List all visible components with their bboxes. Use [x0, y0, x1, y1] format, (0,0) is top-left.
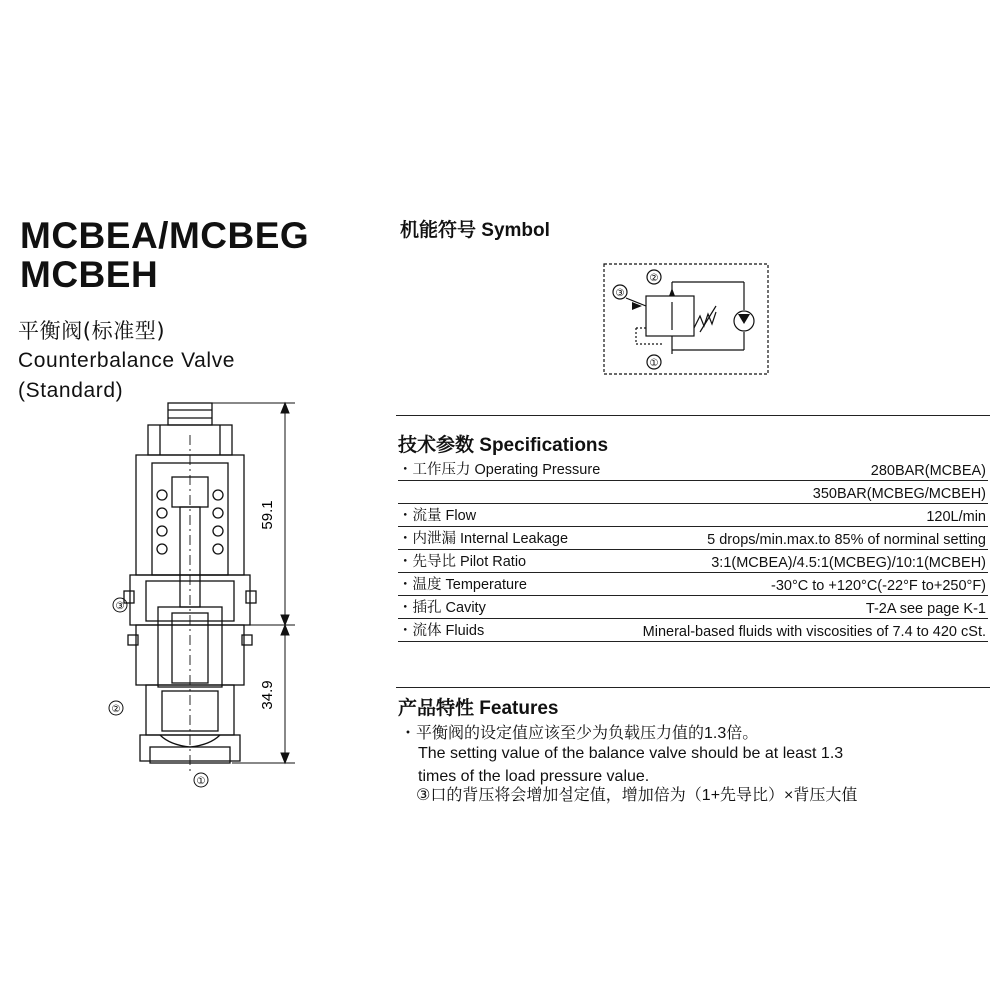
- spec-row-cavity: [398, 596, 988, 619]
- features-title: 产品特性 Features: [398, 698, 559, 719]
- spec-label: ・流体 Fluids: [398, 623, 485, 639]
- spec-row-pilot-ratio: [398, 550, 988, 573]
- spec-label: ・插孔 Cavity: [398, 600, 486, 616]
- subtitle-chinese: 平衡阀(标准型): [18, 319, 166, 343]
- dimension-lower-label: 34.9: [259, 680, 276, 710]
- spec-value: Mineral-based fluids with viscosities of 7.4 to 420 cSt.: [642, 624, 986, 640]
- symbol-port-1-label: ①: [649, 358, 659, 369]
- spec-row-internal-leakage: [398, 527, 988, 550]
- spec-row-operating-pressure-2: [398, 481, 988, 504]
- subtitle-standard: (Standard): [18, 379, 124, 402]
- spec-value: 120L/min: [926, 509, 986, 525]
- valve-cross-section-drawing: [100, 395, 310, 790]
- spec-value: 3:1(MCBEA)/4.5:1(MCBEG)/10:1(MCBEH): [711, 555, 986, 571]
- model-title-line1: MCBEA/MCBEG: [20, 215, 310, 256]
- feature-1-chinese: ・平衡阀的设定值应该至少为负载压力值的1.3倍。: [400, 725, 759, 742]
- spec-label: ・先导比 Pilot Ratio: [398, 554, 527, 570]
- spec-label: ・温度 Temperature: [398, 577, 527, 593]
- spec-value: -30°C to +120°C(-22°F to+250°F): [770, 578, 986, 594]
- drawing-port-3-label: ③: [115, 601, 125, 612]
- spec-value: 350BAR(MCBEG/MCBEH): [812, 486, 986, 502]
- dimension-upper-label: 59.1: [259, 500, 276, 530]
- spec-row-operating-pressure: [398, 458, 988, 481]
- specifications-divider: [396, 415, 990, 416]
- spec-value: 5 drops/min.max.to 85% of norminal setting: [707, 532, 986, 548]
- drawing-port-2-label: ②: [111, 704, 121, 715]
- specifications-title: 技术参数 Specifications: [398, 435, 609, 456]
- spec-row-temperature: [398, 573, 988, 596]
- feature-2-cut-off: [416, 787, 936, 804]
- drawing-port-1-label: ①: [196, 776, 206, 787]
- spec-label: ・流量 Flow: [398, 508, 477, 524]
- spec-row-fluids: [398, 619, 988, 642]
- feature-1-english-line1: The setting value of the balance valve should be at least 1.3: [418, 745, 844, 762]
- symbol-port-3-label: ③: [615, 288, 625, 299]
- spec-value: T-2A see page K-1: [865, 601, 986, 617]
- model-title-line2: MCBEH: [20, 254, 159, 295]
- subtitle-english: Counterbalance Valve: [18, 349, 236, 372]
- feature-1-english-line2: times of the load pressure value.: [418, 768, 650, 785]
- spec-row-flow: [398, 504, 988, 527]
- hydraulic-symbol-diagram: [600, 262, 772, 378]
- features-divider: [396, 687, 990, 688]
- symbol-section-title: 机能符号 Symbol: [400, 220, 550, 241]
- symbol-port-2-label: ②: [649, 273, 659, 284]
- feature-2-chinese-partial: ③口的背压将会增加설定值，增加倍为（1+先导比）×背压大值: [416, 787, 858, 804]
- spec-value: 280BAR(MCBEA): [870, 463, 986, 479]
- spec-label: ・工作压力 Operating Pressure: [398, 462, 601, 478]
- spec-label: ・内泄漏 Internal Leakage: [398, 531, 569, 547]
